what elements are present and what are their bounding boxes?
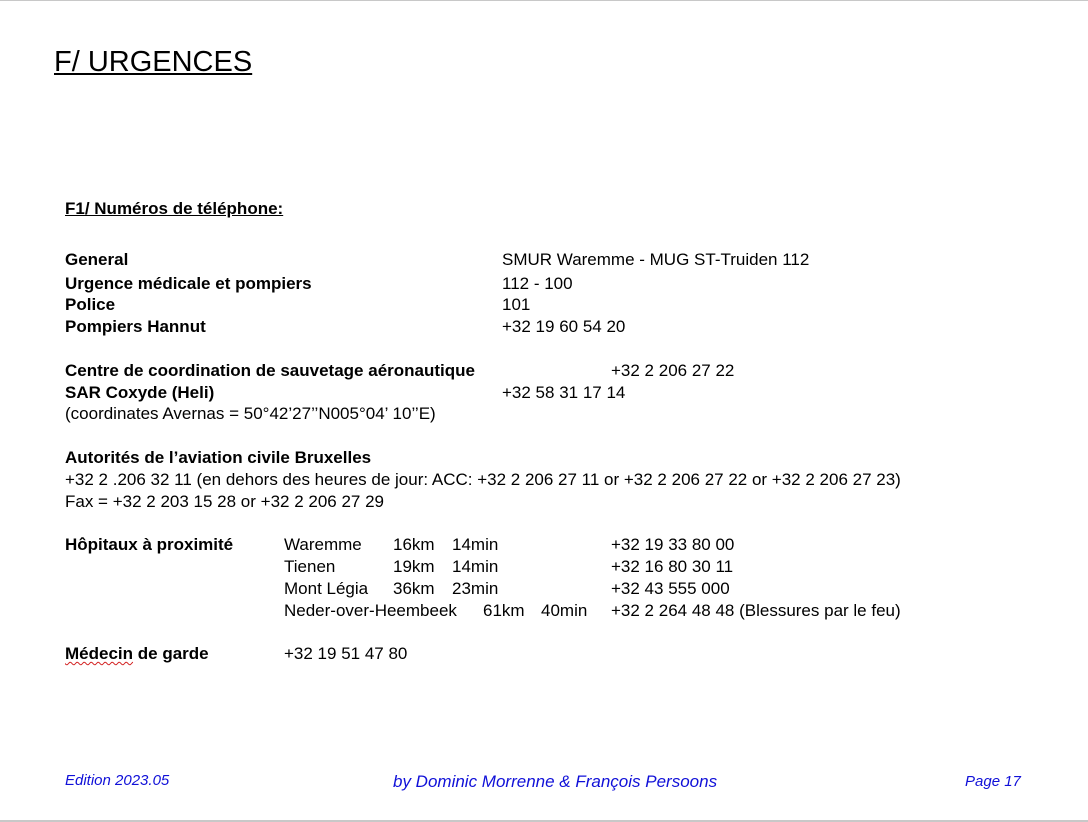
contact-label-general: General xyxy=(65,250,129,269)
contact-label-police: Police xyxy=(65,295,116,314)
contact-value-police: 101 xyxy=(502,295,531,314)
hospital-name: Waremme xyxy=(284,535,362,554)
footer-page-number: Page 17 xyxy=(965,773,1021,790)
hospital-name: Neder-over-Heembeek xyxy=(284,601,457,620)
sar-value: +32 58 31 17 14 xyxy=(502,383,626,402)
footer-edition: Edition 2023.05 xyxy=(65,772,170,789)
hospital-phone: +32 2 264 48 48 (Blessures par le feu) xyxy=(611,601,901,620)
hospital-phone: +32 43 555 000 xyxy=(611,579,730,598)
authority-fax-line: Fax = +32 2 203 15 28 or +32 2 206 27 29 xyxy=(65,492,385,511)
contact-value-firefighters: +32 19 60 54 20 xyxy=(502,317,626,336)
hospitals-label: Hôpitaux à proximité xyxy=(65,535,234,554)
hospital-time: 14min xyxy=(452,535,499,554)
authority-label: Autorités de l’aviation civile Bruxelles xyxy=(65,448,372,467)
hospital-distance: 36km xyxy=(393,579,435,598)
hospital-time: 23min xyxy=(452,579,499,598)
doctor-phone: +32 19 51 47 80 xyxy=(284,644,408,663)
doctor-label xyxy=(65,645,209,662)
hospital-time: 14min xyxy=(452,557,499,576)
contact-label-medical: Urgence médicale et pompiers xyxy=(65,274,312,293)
page-title: F/ URGENCES xyxy=(54,46,253,78)
footer-authors: by Dominic Morrenne & François Persoons xyxy=(393,772,718,791)
hospital-phone: +32 16 80 30 11 xyxy=(611,557,734,576)
spellcheck-word: Médecin xyxy=(65,644,134,663)
coordinates-text: (coordinates Avernas = 50°42’27’’N005°04’ 10’’E) xyxy=(65,404,436,423)
sar-label: SAR Coxyde (Heli) xyxy=(65,383,215,402)
rescue-coord-label: Centre de coordination de sauvetage aéronautique xyxy=(65,361,475,380)
hospital-name: Tienen xyxy=(284,557,336,576)
contact-label-firefighters: Pompiers Hannut xyxy=(65,317,206,336)
hospital-distance: 19km xyxy=(393,557,435,576)
hospital-name: Mont Légia xyxy=(284,579,369,598)
contact-value-medical: 112 - 100 xyxy=(502,274,573,293)
doctor-label-rest: de garde xyxy=(133,644,209,663)
hospital-phone: +32 19 33 80 00 xyxy=(611,535,735,554)
hospital-time: 40min xyxy=(541,601,588,620)
rescue-coord-value: +32 2 206 27 22 xyxy=(611,361,735,380)
contact-value-general: SMUR Waremme - MUG ST-Truiden 112 xyxy=(502,250,810,269)
authority-phone-line: +32 2 .206 32 11 (en dehors des heures de jour: ACC: +32 2 206 27 11 or +32 2 206 27 22 or +32 2 206 27 23) xyxy=(65,470,901,489)
section-title: F1/ Numéros de téléphone: xyxy=(65,199,284,218)
hospital-distance: 16km xyxy=(393,535,435,554)
hospital-distance: 61km xyxy=(483,601,525,620)
